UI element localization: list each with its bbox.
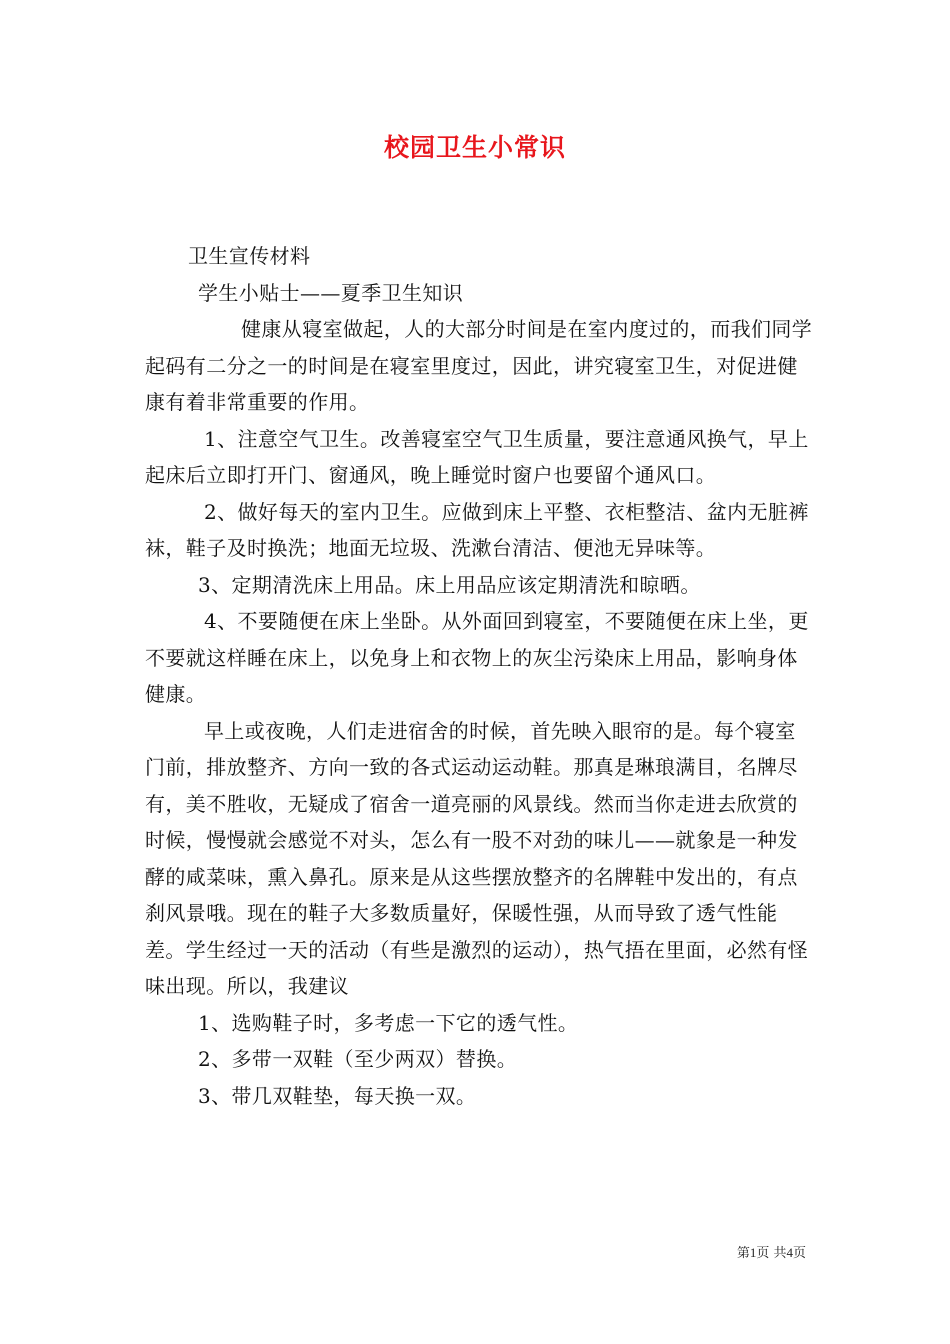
heading-summer-tips: 学生小贴士——夏季卫生知识 (198, 280, 464, 305)
document-body (145, 238, 813, 1114)
tip-item-spare-shoes: 2、多带一双鞋（至少两双）替换。 (198, 1047, 518, 1071)
list-item-air: 1、注意空气卫生。改善寝室空气卫生质量，要注意通风换气，早上起床后立即打开门、窗通风，晚上睡觉时窗户也要留个通风口。 (145, 426, 809, 487)
list-item-bed: 4、不要随便在床上坐卧。从外面回到寝室，不要随便在床上坐，更不要就这样睡在床上，以免身上和衣物上的灰尘污染床上用品，影响身体健康。 (145, 609, 809, 706)
list-item-cleaning: 2、做好每天的室内卫生。应做到床上平整、衣柜整洁、盆内无脏裤袜，鞋子及时换洗；地面无垃圾、洗漱台清洁、便池无异味等。 (145, 499, 809, 560)
page-footer (737, 1245, 806, 1262)
paragraph-intro: 健康从寝室做起，人的大部分时间是在室内度过的，而我们同学起码有二分之一的时间是在寝室里度过，因此，讲究寝室卫生，对促进健康有着非常重要的作用。 (145, 317, 813, 414)
footer-total-pages: 4 (786, 1245, 793, 1260)
tip-item-breathable: 1、选购鞋子时，多考虑一下它的透气性。 (198, 1010, 579, 1035)
heading-health-material: 卫生宣传材料 (188, 244, 311, 268)
list-item-bedding: 3、定期清洗床上用品。床上用品应该定期清洗和晾晒。 (198, 572, 701, 597)
tip-item-insoles: 3、带几双鞋垫，每天换一双。 (198, 1083, 477, 1108)
document-title: 校园卫生小常识 (383, 133, 566, 162)
footer-suffix: 页 (792, 1246, 806, 1261)
footer-prefix: 第 (736, 1246, 750, 1261)
paragraph-shoes: 早上或夜晚，人们走进宿舍的时候，首先映入眼帘的是。每个寝室门前，排放整齐、方向一致的各式运动运动鞋。那真是琳琅满目，名牌尽有，美不胜收，无疑成了宿舍一道亮丽的风景线。然而当你走进去欣赏的时候，慢慢就会感觉不对头，怎么有一股不对劲的味儿——就象是一种发酵的咸菜味，熏入鼻孔。原来是从这些摆放整齐的名牌鞋中发出的，有点刹风景哦。现在的鞋子大多数质量好，保暖性强，从而导致了透气性能差。学生经过一天的活动（有些是激烈的运动），热气捂在里面，必然有怪味出现。所以，我建议 (145, 718, 809, 998)
footer-middle: 页 共 (756, 1246, 787, 1261)
footer-page-number: 1 (749, 1245, 757, 1260)
